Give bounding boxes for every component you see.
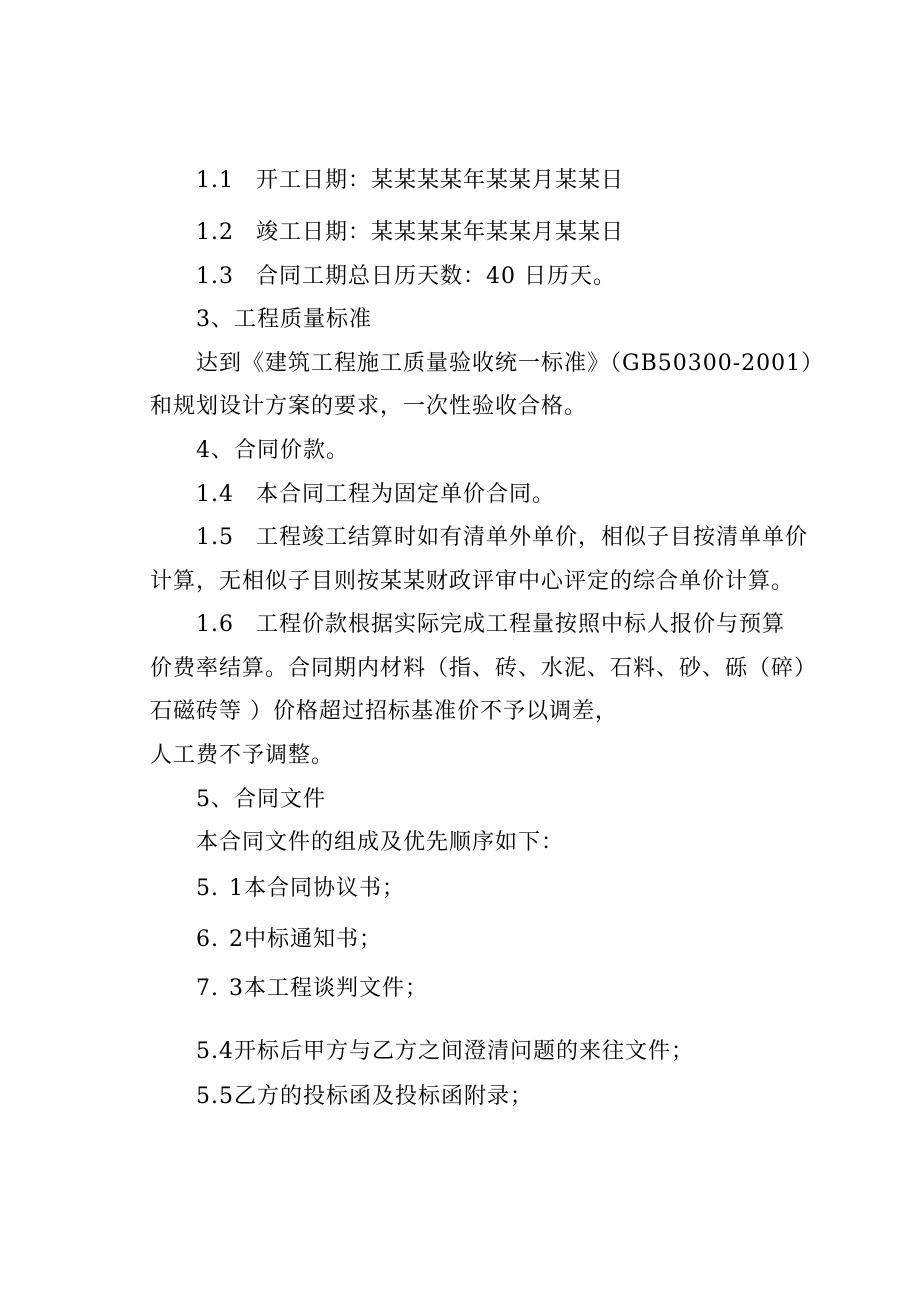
item-number: 5.5 (196, 1084, 234, 1109)
clause-text: 石磁砖等 ）价格超过招标基准价不予以调差， (150, 699, 618, 724)
clause-text: 人工费不予调整。 (150, 743, 335, 768)
item-text: 中标通知书； (244, 927, 383, 952)
paragraph-text: 本合同文件的组成及优先顺序如下： (196, 830, 565, 855)
item-text: 乙方的投标函及投标函附录； (234, 1084, 534, 1109)
item-number: 6. (196, 927, 219, 952)
contract-doc-item-1 (196, 874, 405, 904)
contract-doc-item-3 (196, 974, 428, 1004)
clause-number: 1.5 (196, 525, 234, 550)
section-text: 3、工程质量标准 (196, 307, 372, 332)
clause-number: 1.1 (196, 168, 234, 193)
clause-number: 1.6 (196, 612, 234, 637)
clause-text: 本合同工程为固定单价合同。 (256, 482, 556, 507)
contract-docs-intro (196, 828, 564, 858)
contract-doc-item-5-5 (196, 1082, 533, 1112)
section-3-heading (196, 305, 372, 335)
clause-text: 计算，无相似子目则按某某财政评审中心评定的综合单价计算。 (150, 569, 795, 594)
clause-text: 竣工日期：某某某某年某某月某某日 (256, 220, 625, 245)
clause-1-2 (196, 218, 624, 248)
clause-1-6-line-1 (196, 610, 785, 640)
item-subnumber: 3 (229, 976, 244, 1001)
section-text: 5、合同文件 (196, 787, 326, 812)
paragraph-text: 达到《建筑工程施工质量验收统一标准》（GB50300-2001） (196, 351, 825, 376)
item-text: 本合同协议书； (244, 876, 406, 901)
clause-number: 1.4 (196, 482, 234, 507)
item-subnumber: 2 (229, 927, 244, 952)
section-5-heading (196, 785, 326, 815)
clause-text: 价费率结算。合同期内材料（指、砖、水泥、石料、砂、砾（碎） (150, 656, 818, 681)
clause-number: 1.3 (196, 264, 234, 289)
clause-1-6-line-2 (150, 654, 817, 684)
clause-1-6-line-4 (150, 741, 334, 771)
paragraph-text: 和规划设计方案的要求，一次性验收合格。 (150, 394, 588, 419)
quality-standard-line-1 (196, 349, 824, 379)
item-text: 本工程谈判文件； (244, 976, 429, 1001)
contract-doc-item-2 (196, 925, 382, 955)
item-number: 7. (196, 976, 219, 1001)
clause-1-5-line-2 (150, 567, 794, 597)
clause-1-1 (196, 166, 624, 196)
item-number: 5.4 (196, 1039, 234, 1064)
quality-standard-line-2 (150, 392, 587, 422)
section-text: 4、合同价款。 (196, 438, 349, 463)
contract-doc-item-5-4 (196, 1037, 694, 1067)
clause-1-5-line-1 (196, 523, 808, 553)
item-text: 开标后甲方与乙方之间澄清问题的来往文件； (234, 1039, 695, 1064)
clause-1-3 (196, 262, 616, 292)
clause-1-4 (196, 480, 555, 510)
clause-number: 1.2 (196, 220, 234, 245)
clause-text: 工程竣工结算时如有清单外单价，相似子目按清单单价 (256, 525, 809, 550)
item-subnumber: 1 (229, 876, 244, 901)
item-number: 5. (196, 876, 219, 901)
clause-1-6-line-3 (150, 697, 618, 727)
clause-text: 工程价款根据实际完成工程量按照中标人报价与预算 (256, 612, 786, 637)
clause-text: 合同工期总日历天数：40 日历天。 (256, 264, 616, 289)
clause-text: 开工日期：某某某某年某某月某某日 (256, 168, 625, 193)
section-4-heading (196, 436, 349, 466)
